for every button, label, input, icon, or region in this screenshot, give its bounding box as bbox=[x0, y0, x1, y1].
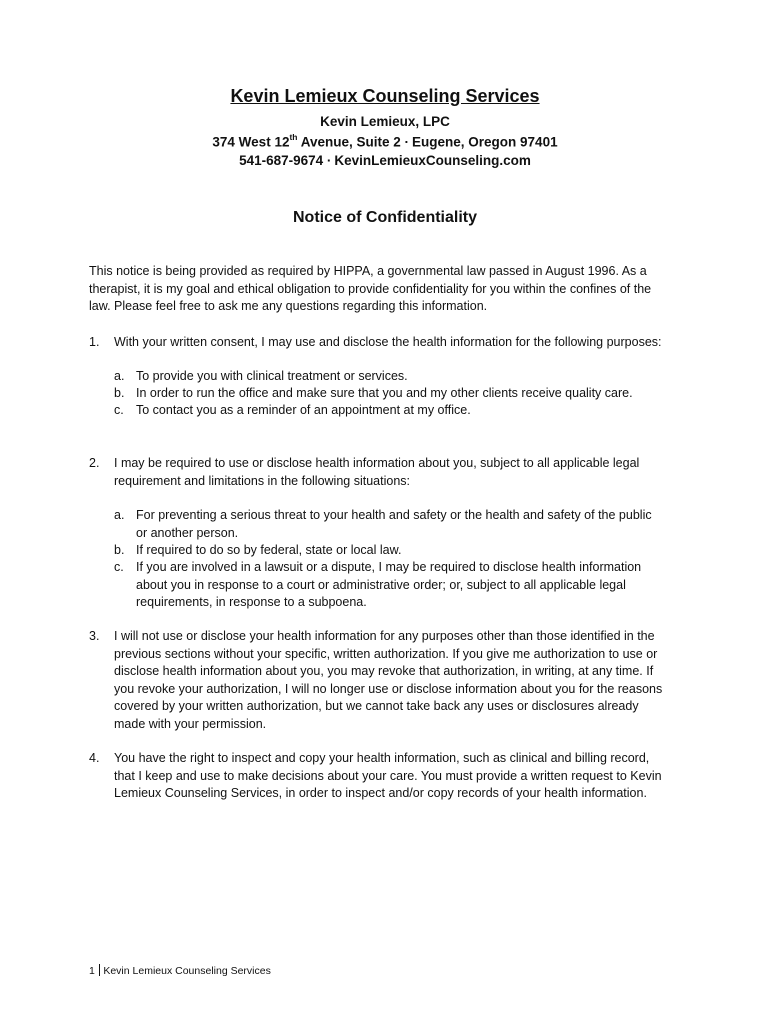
practice-name: Kevin Lemieux Counseling Services bbox=[230, 86, 540, 106]
item-line: you revoke your authorization, I will no longer use or disclose information about you for the reasons bbox=[114, 681, 663, 696]
item-number: 1. bbox=[89, 335, 100, 349]
sub-item-letter: a. bbox=[114, 508, 125, 522]
item-line: With your written consent, I may use and disclose the health information for the following purposes: bbox=[114, 335, 662, 349]
practice-contact: 541-687-9674 ∙ KevinLemieuxCounseling.com bbox=[239, 153, 531, 168]
intro-line: therapist, it is my goal and ethical obligation to provide confidentiality for you within the confines of the bbox=[89, 281, 652, 296]
item-line: made with your permission. bbox=[114, 716, 267, 731]
page-footer bbox=[89, 964, 271, 977]
footer-divider bbox=[99, 964, 101, 976]
item-line: disclose health information about you, you may revoke that authorization, in writing, at any time. If bbox=[114, 664, 654, 678]
sub-item-text bbox=[136, 368, 408, 386]
sub-item-letter: a. bbox=[114, 369, 125, 383]
sub-item-text bbox=[136, 542, 401, 560]
document-title: Notice of Confidentiality bbox=[293, 209, 477, 226]
item-line: previous sections without your specific, written authorization. If you give me authorization to use or bbox=[114, 646, 658, 661]
sub-item-line: If you are involved in a lawsuit or a dispute, I may be required to disclose health information bbox=[136, 560, 642, 574]
sub-item-line: or another person. bbox=[136, 525, 239, 540]
sub-item-line: If required to do so by federal, state or local law. bbox=[136, 543, 402, 557]
item-text bbox=[114, 334, 662, 352]
item-line: You have the right to inspect and copy your health information, such as clinical and billing record, bbox=[114, 751, 650, 765]
footer-label: Kevin Lemieux Counseling Services bbox=[103, 965, 271, 977]
intro-line: law. Please feel free to ask me any questions regarding this information. bbox=[89, 299, 488, 313]
page-number: 1 bbox=[89, 965, 95, 977]
sub-item-letter: c. bbox=[114, 403, 124, 417]
intro-paragraph bbox=[89, 263, 689, 316]
item-line: Lemieux Counseling Services, in order to inspect and/or copy records of your health information. bbox=[114, 786, 647, 800]
item-line: I may be required to use or disclose health information about you, subject to all applicable legal bbox=[114, 456, 640, 470]
item-number: 4. bbox=[89, 751, 100, 765]
item-line: I will not use or disclose your health information for any purposes other than those identified in the bbox=[114, 629, 655, 643]
sub-item-line: To contact you as a reminder of an appointment at my office. bbox=[136, 403, 471, 417]
item-line: requirement and limitations in the following situations: bbox=[114, 473, 410, 488]
address-street: 374 West 12 bbox=[212, 134, 290, 150]
item-number: 2. bbox=[89, 456, 100, 470]
sub-item-line: To provide you with clinical treatment or services. bbox=[136, 369, 408, 383]
sub-item-letter: c. bbox=[114, 560, 124, 574]
intro-line: This notice is being provided as required by HIPPA, a governmental law passed in August 1996. As a bbox=[89, 264, 647, 278]
sub-item-text bbox=[136, 507, 652, 542]
sub-item-line: In order to run the office and make sure that you and my other clients receive quality care. bbox=[136, 386, 633, 400]
item-line: covered by your written authorization, but we cannot take back any uses or disclosures already bbox=[114, 699, 639, 713]
sub-item-text bbox=[136, 402, 471, 420]
sub-item-text bbox=[136, 385, 633, 403]
item-line: that I keep and use to make decisions about your care. You must provide a written request to Kevin bbox=[114, 768, 662, 783]
sub-item-line: requirements, in response to a subpoena. bbox=[136, 595, 367, 609]
item-text bbox=[114, 750, 662, 803]
practice-address bbox=[0, 133, 770, 150]
sub-item-letter: b. bbox=[114, 386, 125, 400]
address-rest: Avenue, Suite 2 ∙ Eugene, Oregon 97401 bbox=[297, 134, 558, 150]
sub-item-line: For preventing a serious threat to your health and safety or the health and safety of the public bbox=[136, 508, 652, 522]
sub-item-letter: b. bbox=[114, 543, 125, 557]
item-text bbox=[114, 628, 662, 733]
address-ordinal-suffix: th bbox=[289, 132, 298, 142]
item-number: 3. bbox=[89, 629, 100, 643]
sub-item-text bbox=[136, 559, 641, 612]
item-text bbox=[114, 455, 639, 490]
sub-item-line: about you in response to a court or administrative order; or, subject to all applicable legal bbox=[136, 577, 626, 592]
clinician-name: Kevin Lemieux, LPC bbox=[320, 114, 450, 129]
